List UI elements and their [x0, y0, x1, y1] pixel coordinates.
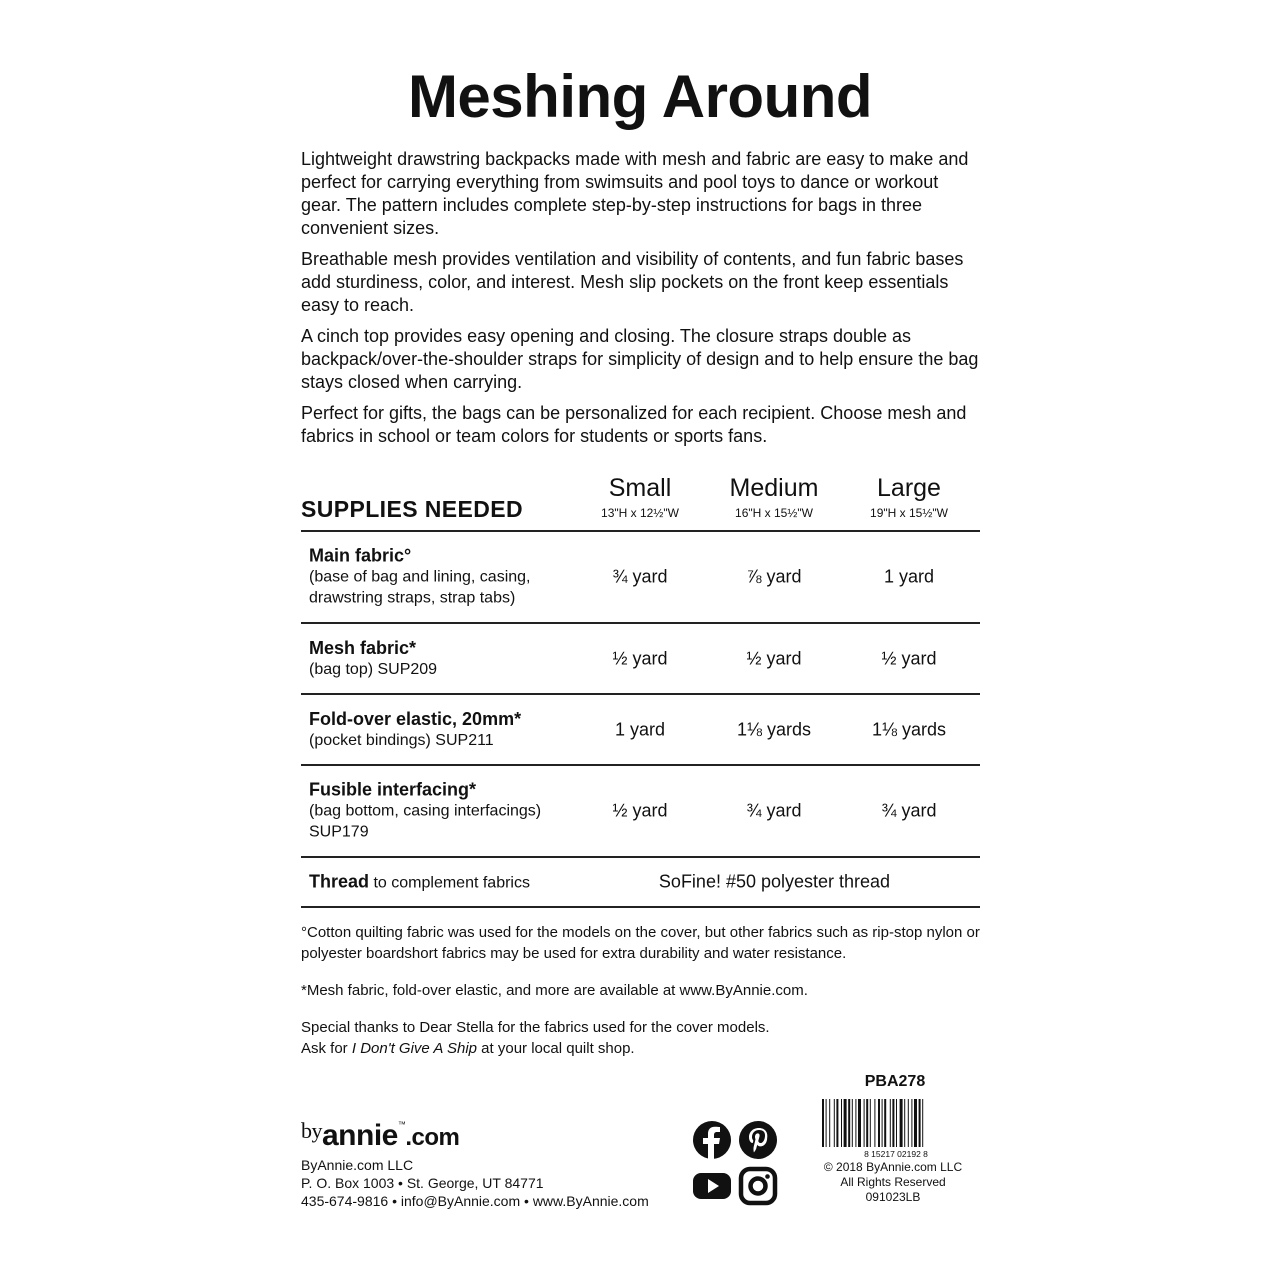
supply-name: Fold-over elastic, 20mm* [309, 708, 522, 729]
supply-desc: (bag top) SUP209 [309, 660, 438, 678]
facebook-icon[interactable] [692, 1120, 732, 1160]
supply-item [309, 638, 579, 680]
supply-row-thread [301, 858, 980, 908]
pinterest-icon[interactable] [738, 1120, 778, 1160]
rights-text: All Rights Reserved [840, 1175, 946, 1189]
logo-by: by [301, 1118, 322, 1143]
intro-paragraph: A cinch top provides easy opening and closing. The closure straps double as backpack/over-the-shoulder straps for simplicity of design and to help ensure the bag stays closed when carrying. [301, 326, 979, 392]
supply-desc: drawstring straps, strap tabs) [309, 589, 516, 607]
ask-suffix: at your local quilt shop. [477, 1040, 635, 1057]
supply-desc: (bag bottom, casing interfacings) [309, 802, 542, 820]
qty-small: ½ yard [612, 800, 668, 821]
qty-medium: ¾ yard [746, 800, 802, 821]
qty-large: ¾ yard [881, 800, 937, 821]
supply-item [309, 546, 579, 609]
barcode [818, 1097, 974, 1159]
logo-tm: ™ [397, 1120, 406, 1129]
qty-small: ½ yard [612, 648, 668, 668]
intro-text [301, 148, 981, 456]
size-name: Large [877, 474, 941, 502]
byannie-logo [301, 1118, 459, 1153]
size-medium-header [707, 472, 841, 520]
page-title: Meshing Around [407, 63, 873, 130]
supplies-heading: SUPPLIES NEEDED [301, 496, 523, 522]
qty-small: 1 yard [614, 719, 666, 739]
thread-name: Thread [309, 871, 370, 892]
qty-large: 1 yard [883, 566, 935, 587]
thanks-text: Special thanks to Dear Stella for the fabrics used for the cover models. [301, 1019, 770, 1036]
logo-annie: annie [322, 1119, 398, 1152]
company-info [301, 1156, 649, 1210]
social-icons [692, 1120, 782, 1210]
thanks-note [301, 1017, 991, 1059]
print-code: 091023LB [865, 1190, 921, 1204]
barcode-digits: 8 15217 02192 8 [864, 1149, 928, 1159]
supply-desc: SUP179 [309, 823, 369, 841]
size-name: Small [608, 474, 672, 502]
qty-large: 1⅛ yards [871, 719, 947, 739]
supplies-table [301, 470, 980, 908]
supplies-header [301, 470, 980, 532]
ask-prefix: Ask for [301, 1040, 352, 1057]
intro-paragraph: Breathable mesh provides ventilation and visibility of contents, and fun fabric bases add sturdiness, color, and interest. Mesh slip pockets on the front keep essentials easy to reach. [301, 249, 964, 315]
supply-row-main-fabric [301, 532, 980, 624]
supply-desc: (base of bag and lining, casing, [309, 568, 531, 586]
thread-label [309, 872, 530, 893]
thread-value: SoFine! #50 polyester thread [658, 871, 891, 892]
copyright-block [800, 1160, 986, 1205]
size-name: Medium [729, 474, 819, 502]
intro-paragraph: Lightweight drawstring backpacks made with mesh and fabric are easy to make and perfect for carrying everything from swimsuits and pool toys to dance or workout gear. The pattern includes complete step-by-step instructions for bags in three convenient sizes. [301, 149, 969, 238]
instagram-icon[interactable] [738, 1166, 778, 1206]
qty-small: ¾ yard [612, 566, 668, 587]
copyright-text: © 2018 ByAnnie.com LLC [823, 1160, 963, 1174]
supply-row-fold-over-elastic [301, 695, 980, 766]
supply-name: Mesh fabric* [309, 637, 417, 658]
size-small-header [573, 472, 707, 520]
supply-name: Fusible interfacing* [309, 779, 477, 800]
barcode-bars [822, 1099, 923, 1147]
size-large-header [842, 472, 976, 520]
supply-row-mesh-fabric [301, 624, 980, 695]
company-address: P. O. Box 1003 • St. George, UT 84771 [301, 1175, 544, 1191]
qty-large: ½ yard [881, 648, 937, 668]
cotton-note: °Cotton quilting fabric was used for the models on the cover, but other fabrics such as rip-stop nylon or polyester boardshort fabrics may be used for extra durability and water resistance. [301, 924, 980, 962]
company-name: ByAnnie.com LLC [301, 1157, 414, 1173]
supply-row-fusible-interfacing [301, 766, 980, 858]
size-dimensions: 13"H x 12½"W [601, 506, 679, 520]
mesh-note: *Mesh fabric, fold-over elastic, and more are available at www.ByAnnie.com. [301, 982, 808, 999]
qty-medium: 1⅛ yards [736, 719, 812, 739]
size-dimensions: 19"H x 15½"W [870, 506, 948, 520]
supply-item [309, 780, 579, 843]
pattern-code: PBA278 [864, 1073, 926, 1090]
supply-name: Main fabric° [309, 545, 412, 566]
youtube-icon[interactable] [692, 1166, 732, 1206]
logo-com: .com [405, 1124, 460, 1151]
qty-medium: ⅞ yard [746, 566, 802, 587]
thread-note: to complement fabrics [373, 874, 530, 892]
fabric-line-title: I Don't Give A Ship [351, 1040, 478, 1057]
footnotes [301, 922, 991, 1075]
supply-item [309, 709, 579, 751]
supply-desc: (pocket bindings) SUP211 [309, 731, 494, 749]
intro-paragraph: Perfect for gifts, the bags can be personalized for each recipient. Choose mesh and fabrics in school or team colors for students or sports fans. [301, 403, 967, 446]
company-contact: 435-674-9816 • info@ByAnnie.com • www.ByAnnie.com [301, 1193, 649, 1209]
qty-medium: ½ yard [746, 648, 802, 668]
size-dimensions: 16"H x 15½"W [735, 506, 813, 520]
